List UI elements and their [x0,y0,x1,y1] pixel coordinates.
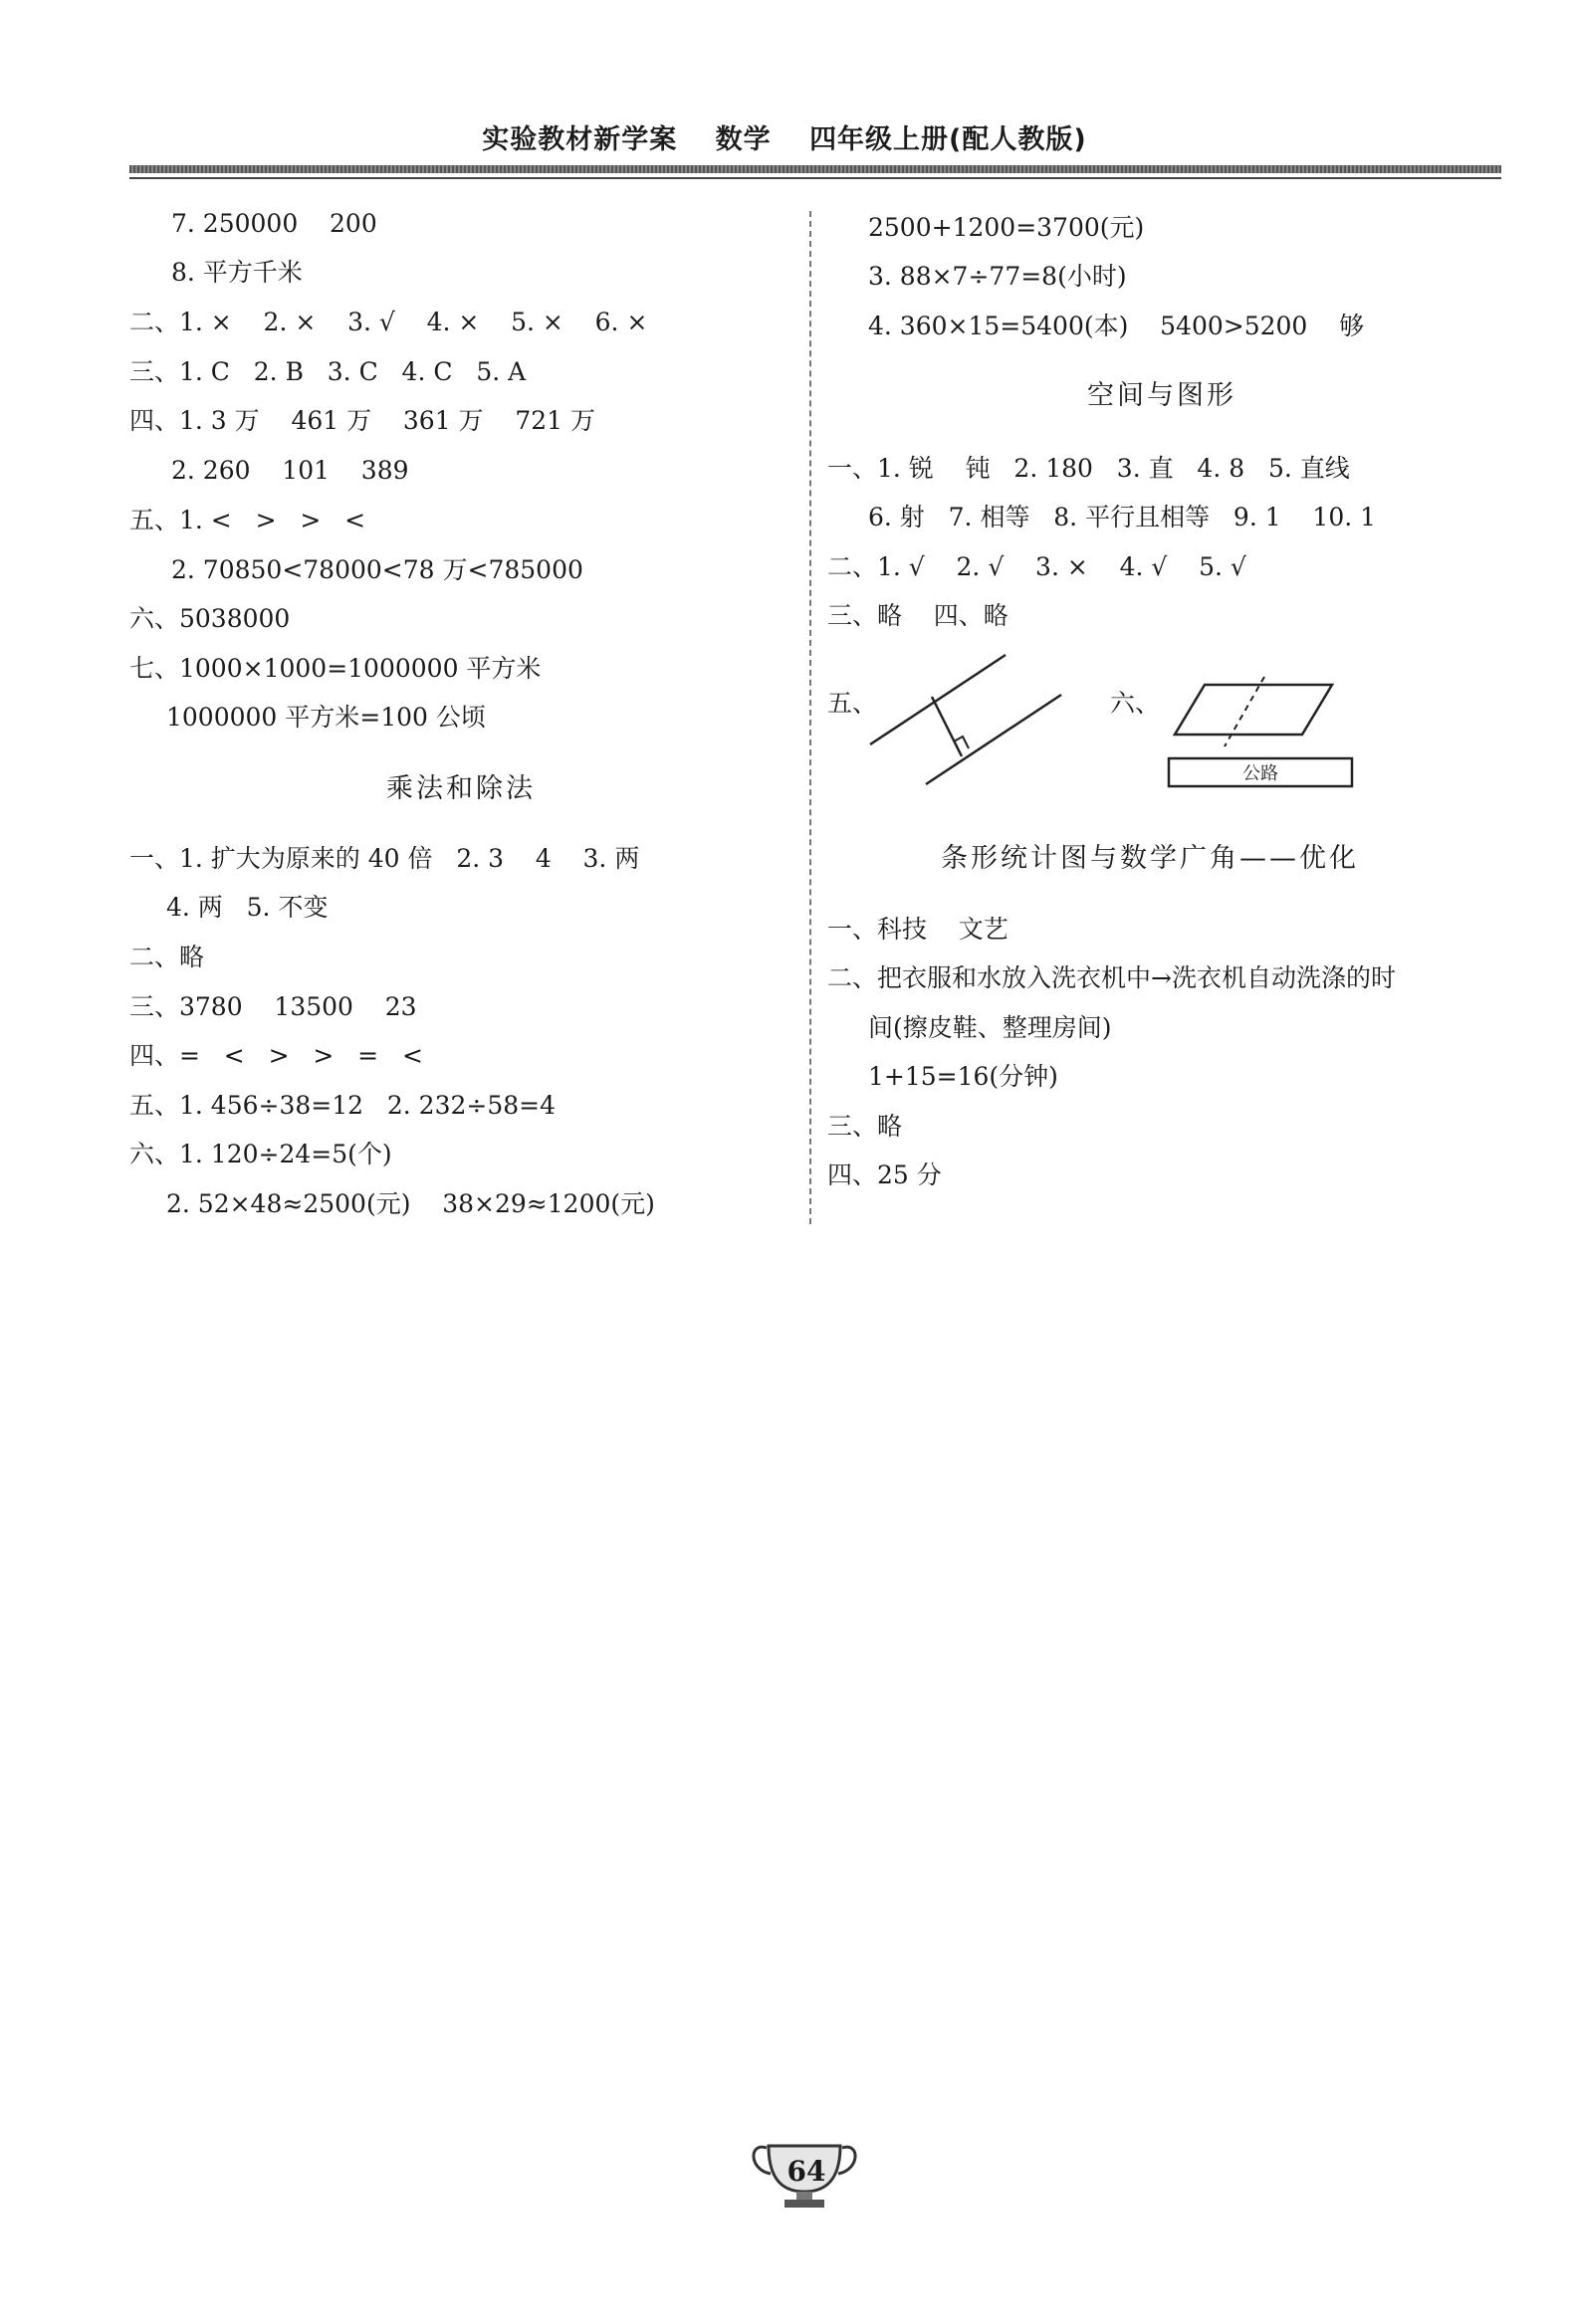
answer-line: 七、1000×1000=1000000 平方米 [129,654,542,683]
answer-line: 六、5038000 [129,604,291,633]
answer-line: 三、3780 13500 23 [129,992,417,1021]
road-label: 公路 [1242,763,1278,784]
page-header [0,117,1569,156]
header-rule-thin [129,177,1501,179]
answer-line: 五、1. < > > < [129,506,366,534]
answer-line: 4. 360×15=5400(本) 5400>5200 够 [868,312,1365,340]
parallelogram-road-figure [1165,677,1364,796]
answer-line: 二、略 [129,943,205,971]
header-subject: 数学 [715,124,772,155]
answer-line: 3. 88×7÷77=8(小时) [868,262,1127,291]
answer-line: 1000000 平方米=100 公顷 [166,703,486,732]
answer-line: 二、1. × 2. × 3. √ 4. × 5. × 6. × [129,308,648,336]
parallel-lines-figure [866,647,1075,786]
answer-line: 四、1. 3 万 461 万 361 万 721 万 [129,406,596,435]
answer-line: 四、25 分 [827,1161,942,1189]
answer-line: 一、1. 扩大为原来的 40 倍 2. 3 4 3. 两 [129,844,640,873]
answer-label-five: 五、 [827,689,878,718]
answer-label-six: 六、 [1110,689,1161,718]
answer-line: 一、1. 锐 钝 2. 180 3. 直 4. 8 5. 直线 [827,454,1350,483]
answer-line: 2. 52×48≈2500(元) 38×29≈1200(元) [166,1189,655,1218]
section-title-multiplication-division: 乘法和除法 [386,773,536,804]
answer-line: 8. 平方千米 [171,258,303,287]
answer-line: 三、略 四、略 [827,601,1009,630]
column-divider [809,211,811,1224]
answer-line: 二、1. √ 2. √ 3. × 4. √ 5. √ [827,552,1246,581]
answer-line: 4. 两 5. 不变 [166,893,329,922]
answer-line: 1+15=16(分钟) [868,1062,1058,1091]
answer-line: 五、1. 456÷38=12 2. 232÷58=4 [129,1091,557,1120]
answer-line: 2. 260 101 389 [171,456,409,485]
answer-line: 四、= < > > = < [129,1041,423,1070]
answer-line: 7. 250000 200 [171,209,377,238]
answer-line: 二、把衣服和水放入洗衣机中→洗衣机自动洗涤的时 [827,963,1396,992]
answer-line: 间(擦皮鞋、整理房间) [868,1013,1112,1042]
answer-line: 三、略 [827,1112,903,1141]
answer-line: 一、科技 文艺 [827,915,1009,944]
answer-line: 6. 射 7. 相等 8. 平行且相等 9. 1 10. 1 [868,503,1377,531]
section-title-bar-charts-optimization: 条形统计图与数学广角——优化 [941,843,1359,874]
header-grade: 四年级上册(配人教版) [809,124,1087,155]
page-number: 64 [786,2155,826,2188]
answer-line: 三、1. C 2. B 3. C 4. C 5. A [129,357,527,386]
answer-line: 2500+1200=3700(元) [868,213,1145,242]
section-title-space-and-shapes: 空间与图形 [1087,380,1236,411]
header-rule [129,165,1501,173]
answer-line: 六、1. 120÷24=5(个) [129,1140,392,1168]
answer-line: 2. 70850<78000<78 万<785000 [171,555,583,584]
header-book-title: 实验教材新学案 [482,124,678,155]
